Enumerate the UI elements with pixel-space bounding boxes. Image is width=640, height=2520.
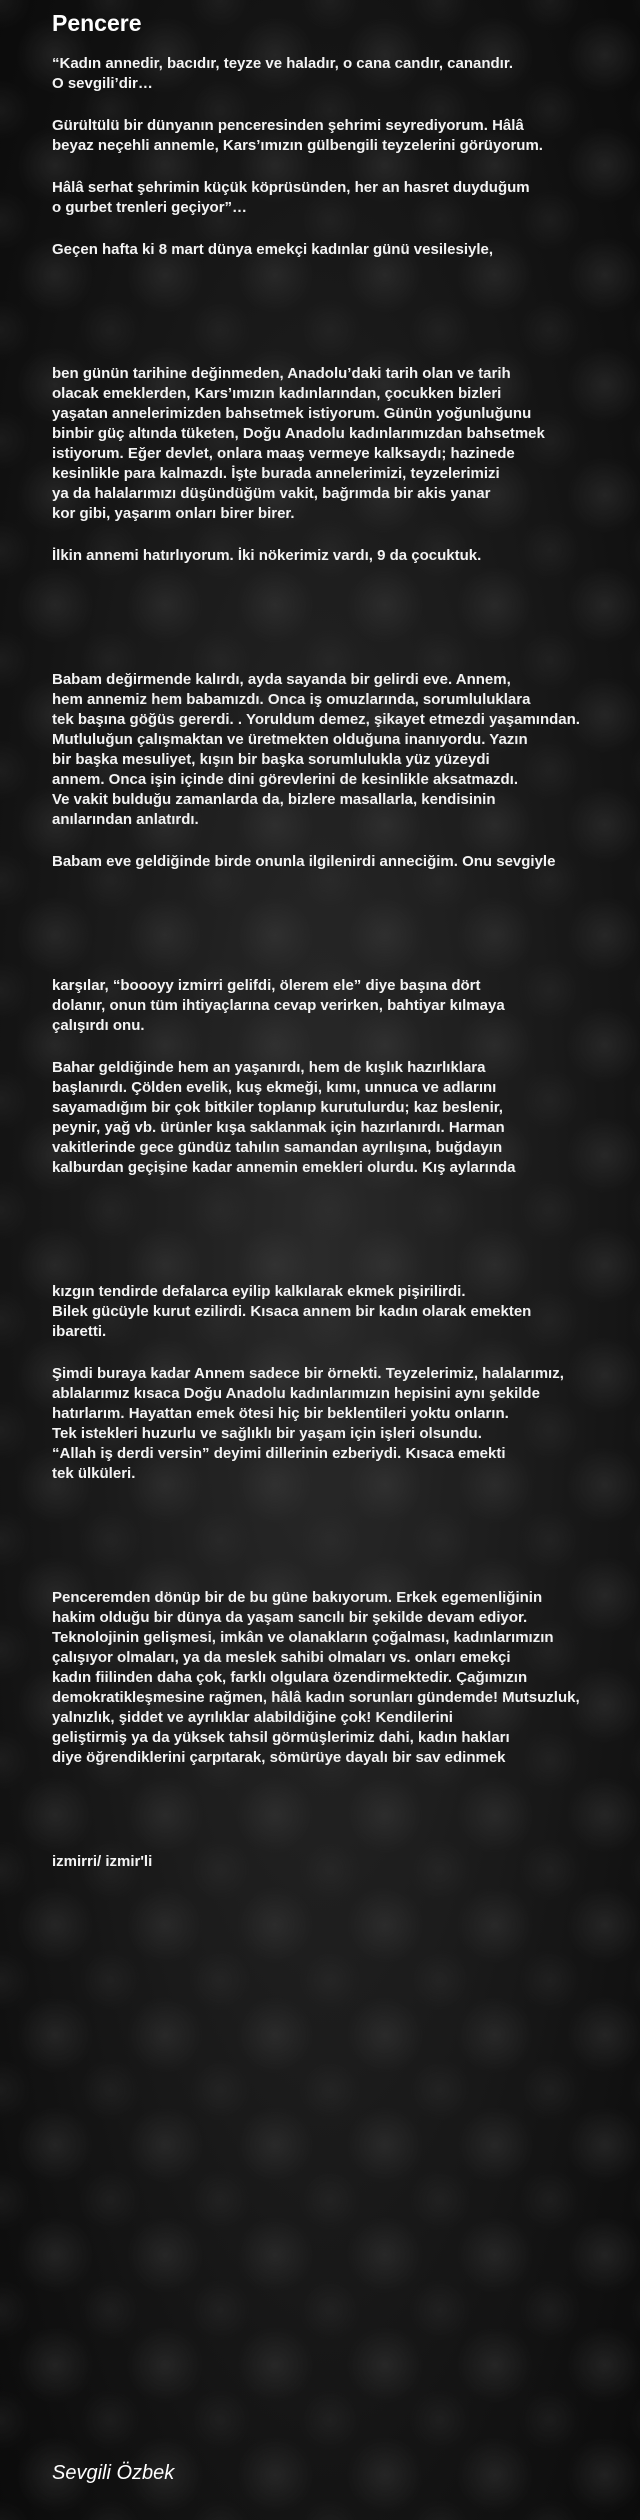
poem-line: tek başına göğüs gererdi. . Yoruldum demez, şikayet etmezdi yaşamından. <box>52 711 580 728</box>
poem-line: diye öğrendiklerini çarpıtarak, sömürüye dayalı bir sav edinmek <box>52 1749 506 1766</box>
poem-line: “Kadın annedir, bacıdır, teyze ve haladır, o cana candır, canandır. <box>52 55 514 72</box>
poem-line: ablalarımız kısaca Doğu Anadolu kadınlarımızın hepisini aynı şekilde <box>52 1385 540 1402</box>
poem-line: hem annemiz hem babamızdı. Onca iş omuzlarında, sorumluluklara <box>52 691 531 708</box>
poem-line: Hâlâ serhat şehrimin küçük köprüsünden, her an hasret duyduğum <box>52 179 530 196</box>
poem-line: o gurbet trenleri geçiyor”… <box>52 199 248 216</box>
poem-line: O sevgili’dir… <box>52 75 153 92</box>
poem-line: kesinlikle para kalmazdı. İşte burada annelerimizi, teyzelerimizi <box>52 465 500 482</box>
poem-line: İlkin annemi hatırlıyorum. İki nökerimiz vardı, 9 da çocuktuk. <box>52 547 482 564</box>
poem-line: sayamadığım bir çok bitkiler toplanıp kurutulurdu; kaz beslenir, <box>52 1099 503 1116</box>
poem-line: vakitlerinde gece gündüz tahılın samandan ayrılışına, buğdayın <box>52 1139 503 1156</box>
poem-line: Gürültülü bir dünyanın penceresinden şehrimi seyrediyorum. Hâlâ <box>52 117 524 134</box>
poem-title: Pencere <box>52 10 142 36</box>
poem-line: Mutluluğun çalışmaktan ve üretmekten olduğuna inanıyordu. Yazın <box>52 731 528 748</box>
poem-line: tek ülküleri. <box>52 1465 136 1482</box>
poem-line: Babam eve geldiğinde birde onunla ilgilenirdi anneciğim. Onu sevgiyle <box>52 853 556 870</box>
poem-line: kızgın tendirde defalarca eyilip kalkılarak ekmek pişirilirdi. <box>52 1283 466 1300</box>
poem-line: Tek istekleri huzurlu ve sağlıklı bir yaşam için işleri olsundu. <box>52 1425 482 1442</box>
poem-line: “Allah iş derdi versin” deyimi dillerinin ezberiydi. Kısaca emekti <box>52 1445 506 1462</box>
poem-line: çalışırdı onu. <box>52 1017 145 1034</box>
poem-line: karşılar, “boooyy izmirri gelifdi, ölerem ele” diye başına dört <box>52 977 481 994</box>
poem-line: ben günün tarihine değinmeden, Anadolu’daki tarih olan ve tarih <box>52 365 511 382</box>
poem-line: kadın fiilinden daha çok, farklı olgulara özendirmektedir. Çağımızın <box>52 1669 528 1686</box>
poem-line: anılarından anlatırdı. <box>52 811 199 828</box>
poem-line: kalburdan geçişine kadar annemin emekleri olurdu. Kış aylarında <box>52 1159 516 1176</box>
poem-line: demokratikleşmesine rağmen, hâlâ kadın sorunları gündemde! Mutsuzluk, <box>52 1689 580 1706</box>
poem-line: geliştirmiş ya da yüksek tahsil görmüşlerimiz dahi, kadın hakları <box>52 1729 510 1746</box>
poem-line: Ve vakit bulduğu zamanlarda da, bizlere masallarla, kendisinin <box>52 791 496 808</box>
poem-line: dolanır, onun tüm ihtiyaçlarına cevap verirken, bahtiyar kılmaya <box>52 997 505 1014</box>
poem-line: Penceremden dönüp bir de bu güne bakıyorum. Erkek egemenliğinin <box>52 1589 543 1606</box>
poem-line: binbir güç altında tüketen, Doğu Anadolu kadınlarımızdan bahsetmek <box>52 425 545 442</box>
poem-line: annem. Onca işin içinde dini görevlerini de kesinlikle aksatmazdı. <box>52 771 518 788</box>
poem-line: Bilek gücüyle kurut ezilirdi. Kısaca annem bir kadın olarak emekten <box>52 1303 532 1320</box>
poem-line: izmirri/ izmir'li <box>52 1853 153 1870</box>
poem-line: ibaretti. <box>52 1323 107 1340</box>
poem-line: çalışıyor olmaları, ya da meslek sahibi olmaları vs. onları emekçi <box>52 1649 511 1666</box>
poem-line: hatırlarım. Hayattan emek ötesi hiç bir beklentileri yoktu onların. <box>52 1405 509 1422</box>
poem-line: yaşatan annelerimizden bahsetmek istiyorum. Günün yoğunluğunu <box>52 405 532 422</box>
poem-line: peynir, yağ vb. ürünler kışa saklanmak için hazırlanırdı. Harman <box>52 1119 505 1136</box>
author-name: Sevgili Özbek <box>52 2462 175 2484</box>
poem-line: Geçen hafta ki 8 mart dünya emekçi kadınlar günü vesilesiyle, <box>52 241 494 258</box>
poem-line: Teknolojinin gelişmesi, imkân ve olanakların çoğalması, kadınlarımızın <box>52 1629 554 1646</box>
poem-line: ya da halalarımızı düşündüğüm vakit, bağrımda bir akis yanar <box>52 485 491 502</box>
poem-line: yalnızlık, şiddet ve ayrılıklar alabildiğine çok! Kendilerini <box>52 1709 453 1726</box>
poem-line: Babam değirmende kalırdı, ayda sayanda bir gelirdi eve. Annem, <box>52 671 511 688</box>
poem-line: olacak emeklerden, Kars’ımızın kadınlarından, çocukken bizleri <box>52 385 502 402</box>
poem-line: istiyorum. Eğer devlet, onlara maaş vermeye kalksaydı; hazinede <box>52 445 515 462</box>
poem-line: Şimdi buraya kadar Annem sadece bir örnekti. Teyzelerimiz, halalarımız, <box>52 1365 564 1382</box>
poem-line: hakim olduğu bir dünya da yaşam sancılı bir şekilde devam ediyor. <box>52 1609 528 1626</box>
poem-line: Bahar geldiğinde hem an yaşanırdı, hem de kışlık hazırlıklara <box>52 1059 486 1076</box>
poem-line: kor gibi, yaşarım onları birer birer. <box>52 505 295 522</box>
poem-line: bir başka mesuliyet, kışın bir başka sorumlulukla yüz yüzeydi <box>52 751 490 768</box>
poem-line: beyaz neçehli annemle, Kars’ımızın gülbengili teyzelerini görüyorum. <box>52 137 543 154</box>
poem-line: başlanırdı. Çölden evelik, kuş ekmeği, kımı, unnuca ve adlarını <box>52 1079 497 1096</box>
